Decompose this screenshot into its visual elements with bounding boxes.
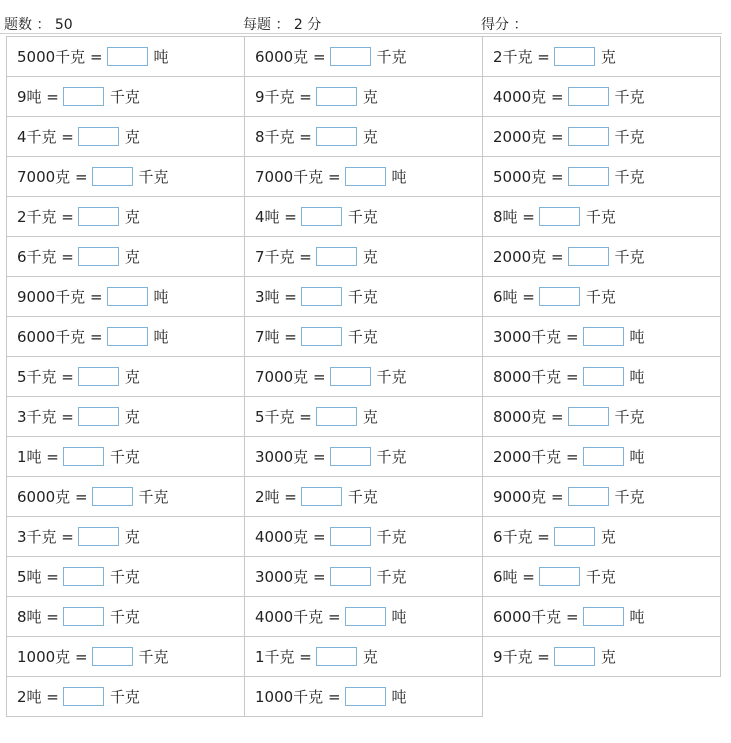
question-text: 4千克 = [17, 128, 74, 146]
unit-label: 千克 [614, 248, 645, 266]
answer-input[interactable] [92, 487, 133, 506]
question-text: 1千克 = [255, 648, 312, 666]
question-cell [483, 277, 721, 317]
answer-input[interactable] [554, 527, 595, 546]
answer-input[interactable] [330, 567, 371, 586]
question-cell [245, 397, 483, 437]
question-text: 7000克 = [255, 368, 326, 386]
question-cell [7, 77, 245, 117]
answer-input[interactable] [316, 647, 357, 666]
answer-input[interactable] [92, 167, 133, 186]
unit-label: 克 [124, 128, 140, 146]
unit-label: 千克 [109, 88, 140, 106]
question-cell [245, 197, 483, 237]
question-cell [7, 477, 245, 517]
unit-label: 吨 [153, 48, 169, 66]
unit-label: 克 [124, 528, 140, 546]
answer-input[interactable] [330, 527, 371, 546]
unit-label: 千克 [109, 608, 140, 626]
question-cell [7, 237, 245, 277]
worksheet-header [0, 0, 731, 34]
question-text: 9吨 = [17, 88, 59, 106]
question-text: 2千克 = [493, 48, 550, 66]
question-text: 8000千克 = [493, 368, 579, 386]
question-text: 5吨 = [17, 568, 59, 586]
answer-input[interactable] [63, 447, 104, 466]
question-cell [245, 317, 483, 357]
answer-input[interactable] [330, 47, 371, 66]
question-text: 5000克 = [493, 168, 564, 186]
header-divider [0, 33, 722, 34]
answer-input[interactable] [301, 287, 342, 306]
question-cell [7, 637, 245, 677]
unit-label: 克 [600, 648, 616, 666]
question-text: 9000克 = [493, 488, 564, 506]
answer-input[interactable] [316, 407, 357, 426]
unit-label: 千克 [376, 48, 407, 66]
question-text: 6吨 = [493, 568, 535, 586]
answer-input[interactable] [345, 167, 386, 186]
question-cell [7, 197, 245, 237]
unit-label: 吨 [629, 608, 645, 626]
answer-input[interactable] [568, 87, 609, 106]
question-text: 2吨 = [17, 688, 59, 706]
answer-input[interactable] [78, 407, 119, 426]
unit-label: 克 [362, 248, 378, 266]
question-cell [7, 677, 245, 717]
unit-label: 克 [124, 368, 140, 386]
question-row [7, 597, 721, 637]
answer-input[interactable] [539, 287, 580, 306]
question-cell [483, 437, 721, 477]
answer-input[interactable] [316, 247, 357, 266]
answer-input[interactable] [78, 527, 119, 546]
question-cell [483, 197, 721, 237]
answer-input[interactable] [316, 87, 357, 106]
answer-input[interactable] [63, 607, 104, 626]
answer-input[interactable] [63, 687, 104, 706]
unit-label: 千克 [376, 448, 407, 466]
answer-input[interactable] [107, 327, 148, 346]
question-text: 4000克 = [255, 528, 326, 546]
question-cell [483, 237, 721, 277]
unit-label: 千克 [138, 648, 169, 666]
unit-label: 克 [124, 208, 140, 226]
question-row [7, 477, 721, 517]
question-text: 3000千克 = [493, 328, 579, 346]
answer-input[interactable] [554, 647, 595, 666]
question-cell [7, 557, 245, 597]
question-text: 4吨 = [255, 208, 297, 226]
question-cell [483, 517, 721, 557]
question-text: 8000克 = [493, 408, 564, 426]
question-cell [7, 357, 245, 397]
question-grid [6, 36, 721, 717]
unit-label: 吨 [391, 688, 407, 706]
question-text: 6000千克 = [17, 328, 103, 346]
question-row [7, 637, 721, 677]
question-cell [7, 157, 245, 197]
answer-input[interactable] [568, 167, 609, 186]
answer-input[interactable] [539, 207, 580, 226]
score-label: 得分 ： [481, 17, 528, 33]
answer-input[interactable] [63, 87, 104, 106]
answer-input[interactable] [301, 327, 342, 346]
unit-label: 千克 [614, 168, 645, 186]
question-text: 6000千克 = [493, 608, 579, 626]
unit-label: 吨 [629, 448, 645, 466]
question-text: 2000克 = [493, 248, 564, 266]
question-cell [245, 557, 483, 597]
question-text: 4000千克 = [255, 608, 341, 626]
unit-label: 克 [362, 88, 378, 106]
question-text: 9千克 = [255, 88, 312, 106]
question-text: 7000克 = [17, 168, 88, 186]
answer-input[interactable] [568, 487, 609, 506]
question-row [7, 517, 721, 557]
question-text: 6000克 = [255, 48, 326, 66]
question-row [7, 277, 721, 317]
question-text: 1吨 = [17, 448, 59, 466]
question-cell [245, 237, 483, 277]
answer-input[interactable] [583, 367, 624, 386]
question-row [7, 197, 721, 237]
question-cell [245, 157, 483, 197]
answer-input[interactable] [568, 247, 609, 266]
empty-cell [483, 677, 721, 717]
answer-input[interactable] [345, 687, 386, 706]
answer-input[interactable] [107, 287, 148, 306]
unit-label: 千克 [138, 168, 169, 186]
question-cell [483, 637, 721, 677]
question-text: 7吨 = [255, 328, 297, 346]
question-text: 6吨 = [493, 288, 535, 306]
question-row [7, 557, 721, 597]
question-cell [483, 317, 721, 357]
question-text: 8吨 = [493, 208, 535, 226]
question-text: 8千克 = [255, 128, 312, 146]
question-cell [483, 37, 721, 77]
question-cell [245, 277, 483, 317]
question-cell [483, 117, 721, 157]
question-cell [7, 517, 245, 557]
unit-label: 吨 [391, 168, 407, 186]
unit-label: 吨 [391, 608, 407, 626]
answer-input[interactable] [568, 127, 609, 146]
question-text: 5千克 = [255, 408, 312, 426]
question-cell [483, 477, 721, 517]
question-row [7, 77, 721, 117]
question-text: 6千克 = [493, 528, 550, 546]
answer-input[interactable] [316, 127, 357, 146]
unit-label: 千克 [376, 528, 407, 546]
unit-label: 千克 [585, 288, 616, 306]
question-cell [245, 597, 483, 637]
question-cell [245, 517, 483, 557]
question-cell [7, 37, 245, 77]
unit-label: 吨 [153, 288, 169, 306]
question-cell [483, 157, 721, 197]
question-text: 2000克 = [493, 128, 564, 146]
question-text: 2000千克 = [493, 448, 579, 466]
question-cell [245, 117, 483, 157]
question-row [7, 437, 721, 477]
unit-label: 克 [362, 128, 378, 146]
answer-input[interactable] [92, 647, 133, 666]
question-row [7, 237, 721, 277]
unit-label: 千克 [585, 208, 616, 226]
question-text: 5000千克 = [17, 48, 103, 66]
question-text: 9千克 = [493, 648, 550, 666]
unit-label: 千克 [347, 488, 378, 506]
question-cell [7, 397, 245, 437]
question-text: 3千克 = [17, 528, 74, 546]
answer-input[interactable] [78, 367, 119, 386]
question-row [7, 117, 721, 157]
answer-input[interactable] [583, 607, 624, 626]
question-cell [7, 117, 245, 157]
unit-label: 吨 [629, 328, 645, 346]
question-row [7, 397, 721, 437]
question-row [7, 37, 721, 77]
unit-label: 吨 [629, 368, 645, 386]
unit-label: 千克 [347, 328, 378, 346]
question-cell [245, 37, 483, 77]
question-row [7, 677, 721, 717]
answer-input[interactable] [330, 447, 371, 466]
unit-label: 千克 [614, 408, 645, 426]
question-text: 3吨 = [255, 288, 297, 306]
question-cell [245, 477, 483, 517]
answer-input[interactable] [568, 407, 609, 426]
question-text: 2千克 = [17, 208, 74, 226]
question-cell [245, 677, 483, 717]
answer-input[interactable] [301, 207, 342, 226]
answer-input[interactable] [554, 47, 595, 66]
question-text: 7千克 = [255, 248, 312, 266]
unit-label: 千克 [614, 88, 645, 106]
question-text: 3000克 = [255, 448, 326, 466]
unit-label: 克 [600, 528, 616, 546]
unit-label: 千克 [138, 488, 169, 506]
question-text: 6000克 = [17, 488, 88, 506]
answer-input[interactable] [583, 447, 624, 466]
answer-input[interactable] [539, 567, 580, 586]
unit-label: 千克 [585, 568, 616, 586]
question-text: 9000千克 = [17, 288, 103, 306]
question-cell [245, 357, 483, 397]
question-row [7, 157, 721, 197]
question-text: 7000千克 = [255, 168, 341, 186]
question-cell [7, 597, 245, 637]
question-text: 3千克 = [17, 408, 74, 426]
unit-label: 克 [600, 48, 616, 66]
answer-input[interactable] [78, 247, 119, 266]
answer-input[interactable] [345, 607, 386, 626]
answer-input[interactable] [63, 567, 104, 586]
unit-label: 克 [362, 648, 378, 666]
answer-input[interactable] [583, 327, 624, 346]
question-text: 1000克 = [17, 648, 88, 666]
question-cell [7, 317, 245, 357]
question-cell [483, 397, 721, 437]
question-text: 3000克 = [255, 568, 326, 586]
question-cell [483, 557, 721, 597]
unit-label: 千克 [109, 448, 140, 466]
answer-input[interactable] [78, 207, 119, 226]
unit-label: 千克 [376, 568, 407, 586]
unit-label: 千克 [347, 288, 378, 306]
question-cell [245, 437, 483, 477]
unit-label: 千克 [376, 368, 407, 386]
question-text: 4000克 = [493, 88, 564, 106]
question-row [7, 317, 721, 357]
question-row [7, 357, 721, 397]
question-cell [7, 277, 245, 317]
question-text: 1000千克 = [255, 688, 341, 706]
unit-label: 克 [124, 408, 140, 426]
question-cell [245, 637, 483, 677]
answer-input[interactable] [107, 47, 148, 66]
question-text: 6千克 = [17, 248, 74, 266]
unit-label: 吨 [153, 328, 169, 346]
answer-input[interactable] [78, 127, 119, 146]
answer-input[interactable] [301, 487, 342, 506]
unit-label: 克 [124, 248, 140, 266]
question-cell [483, 357, 721, 397]
question-cell [245, 77, 483, 117]
unit-label: 千克 [614, 488, 645, 506]
question-count-label: 题数 ： 50 [4, 17, 73, 33]
question-cell [7, 437, 245, 477]
question-text: 2吨 = [255, 488, 297, 506]
question-text: 5千克 = [17, 368, 74, 386]
points-per-question-label: 每题 ： 2 分 [243, 17, 322, 33]
question-text: 8吨 = [17, 608, 59, 626]
unit-label: 千克 [109, 688, 140, 706]
question-cell [483, 597, 721, 637]
unit-label: 千克 [614, 128, 645, 146]
question-cell [483, 77, 721, 117]
unit-label: 千克 [347, 208, 378, 226]
unit-label: 千克 [109, 568, 140, 586]
answer-input[interactable] [330, 367, 371, 386]
unit-label: 克 [362, 408, 378, 426]
